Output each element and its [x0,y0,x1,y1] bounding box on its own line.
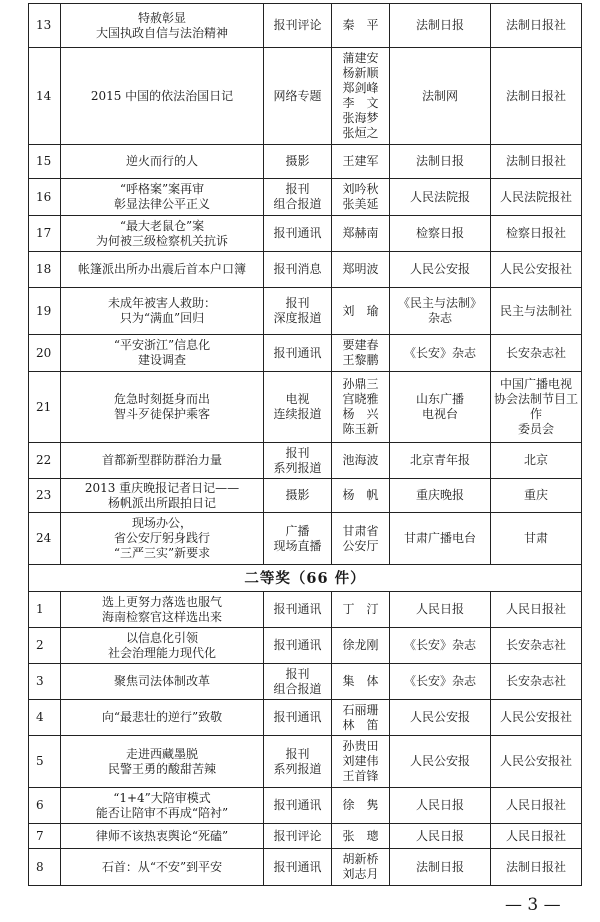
submitting-unit: 检察日报社 [491,216,582,252]
section-title: 二等奖（66 件） [29,565,582,592]
submitting-unit: 长安杂志社 [491,628,582,664]
entry-type: 电视 连续报道 [264,372,332,443]
submitting-unit: 长安杂志社 [491,664,582,700]
publication: 人民日报 [390,788,491,824]
table-row [29,664,582,700]
work-title: “1+4”大陪审模式 能否让陪审不再成“陪衬” [61,788,264,824]
entry-type: 报刊 组合报道 [264,179,332,216]
publication: 人民日报 [390,824,491,849]
entry-type: 报刊通讯 [264,216,332,252]
row-number: 6 [29,788,61,824]
row-number: 21 [29,372,61,443]
section-header-row [29,565,582,592]
table-row [29,372,582,443]
row-number: 7 [29,824,61,849]
row-number: 18 [29,252,61,288]
submitting-unit: 法制日报社 [491,849,582,886]
page-number: — 3 — [505,895,561,915]
table-row [29,788,582,824]
table-row [29,252,582,288]
row-number: 1 [29,592,61,628]
table-row [29,513,582,565]
row-number: 16 [29,179,61,216]
row-number: 2 [29,628,61,664]
submitting-unit: 人民公安报社 [491,736,582,788]
publication: 法制日报 [390,849,491,886]
entry-type: 报刊 系列报道 [264,736,332,788]
publication: 《民主与法制》 杂志 [390,288,491,335]
publication: 《长安》杂志 [390,628,491,664]
work-title: 危急时刻挺身而出 智斗歹徒保护乘客 [61,372,264,443]
row-number: 3 [29,664,61,700]
publication: 山东广播 电视台 [390,372,491,443]
author: 郑赫南 [332,216,390,252]
author: 王建军 [332,145,390,179]
work-title: 帐篷派出所办出震后首本户口簿 [61,252,264,288]
table-row [29,179,582,216]
table-row [29,145,582,179]
author: 张 璁 [332,824,390,849]
row-number: 14 [29,48,61,145]
publication: 甘肃广播电台 [390,513,491,565]
submitting-unit: 重庆 [491,479,582,513]
work-title: 石首：从“不安”到平安 [61,849,264,886]
row-number: 13 [29,4,61,48]
row-number: 20 [29,335,61,372]
table-row [29,479,582,513]
table-row [29,443,582,479]
author: 刘 瑜 [332,288,390,335]
work-title: 2015 中国的依法治国日记 [61,48,264,145]
work-title: 聚焦司法体制改革 [61,664,264,700]
publication: 人民公安报 [390,700,491,736]
entry-type: 报刊通讯 [264,849,332,886]
submitting-unit: 人民日报社 [491,592,582,628]
author: 秦 平 [332,4,390,48]
author: 石丽珊 林 笛 [332,700,390,736]
entry-type: 摄影 [264,479,332,513]
author: 要建春 王黎鹏 [332,335,390,372]
work-title: 特赦彰显 大国执政自信与法治精神 [61,4,264,48]
work-title: 未成年被害人救助： 只为“满血”回归 [61,288,264,335]
author: 丁 汀 [332,592,390,628]
entry-type: 报刊评论 [264,824,332,849]
work-title: 首都新型群防群治力量 [61,443,264,479]
work-title: “呼格案”案再审 彰显法律公平正义 [61,179,264,216]
table-row [29,335,582,372]
table-row [29,736,582,788]
work-title: 律师不该热衷舆论“死磕” [61,824,264,849]
work-title: “最大老鼠仓”案 为何被三级检察机关抗诉 [61,216,264,252]
author: 刘吟秋 张美延 [332,179,390,216]
publication: 法制日报 [390,4,491,48]
work-title: 现场办公， 省公安厅躬身践行 “三严三实”新要求 [61,513,264,565]
publication: 人民法院报 [390,179,491,216]
table-row [29,824,582,849]
entry-type: 报刊 组合报道 [264,664,332,700]
row-number: 19 [29,288,61,335]
table-row [29,4,582,48]
entry-type: 广播 现场直播 [264,513,332,565]
author: 甘肃省 公安厅 [332,513,390,565]
submitting-unit: 法制日报社 [491,4,582,48]
author: 徐龙刚 [332,628,390,664]
author: 蒲建安 杨新顺 郑剑峰 李 文 张海梦 张烜之 [332,48,390,145]
submitting-unit: 人民法院报社 [491,179,582,216]
entry-type: 报刊通讯 [264,335,332,372]
row-number: 22 [29,443,61,479]
submitting-unit: 长安杂志社 [491,335,582,372]
entry-type: 报刊通讯 [264,700,332,736]
author: 孙鼎三 宫晓雅 杨 兴 陈玉新 [332,372,390,443]
row-number: 8 [29,849,61,886]
table-row [29,216,582,252]
work-title: “平安浙江”信息化 建设调查 [61,335,264,372]
submitting-unit: 法制日报社 [491,145,582,179]
entry-type: 报刊通讯 [264,628,332,664]
entry-type: 报刊 深度报道 [264,288,332,335]
publication: 北京青年报 [390,443,491,479]
author: 杨 帆 [332,479,390,513]
submitting-unit: 民主与法制社 [491,288,582,335]
publication: 《长安》杂志 [390,335,491,372]
entry-type: 报刊通讯 [264,788,332,824]
submitting-unit: 人民公安报社 [491,252,582,288]
submitting-unit: 人民公安报社 [491,700,582,736]
publication: 重庆晚报 [390,479,491,513]
table-row [29,700,582,736]
work-title: 选上更努力落选也服气 海南检察官这样选出来 [61,592,264,628]
publication: 法制日报 [390,145,491,179]
row-number: 15 [29,145,61,179]
publication: 《长安》杂志 [390,664,491,700]
work-title: 逆火而行的人 [61,145,264,179]
row-number: 4 [29,700,61,736]
entry-type: 摄影 [264,145,332,179]
publication: 法制网 [390,48,491,145]
row-number: 5 [29,736,61,788]
author: 胡新桥 刘志月 [332,849,390,886]
table-row [29,288,582,335]
submitting-unit: 人民日报社 [491,788,582,824]
author: 郑明波 [332,252,390,288]
author: 池海波 [332,443,390,479]
table-row [29,628,582,664]
entry-type: 报刊通讯 [264,592,332,628]
entry-type: 报刊评论 [264,4,332,48]
table-row [29,849,582,886]
entry-type: 报刊 系列报道 [264,443,332,479]
work-title: 走进西藏墨脱 民警王勇的酸甜苦辣 [61,736,264,788]
submitting-unit: 人民日报社 [491,824,582,849]
work-title: 以信息化引领 社会治理能力现代化 [61,628,264,664]
work-title: 2013 重庆晚报记者日记—— 杨帆派出所跟拍日记 [61,479,264,513]
row-number: 17 [29,216,61,252]
author: 集 体 [332,664,390,700]
entry-type: 报刊消息 [264,252,332,288]
author: 徐 隽 [332,788,390,824]
publication: 人民公安报 [390,252,491,288]
table-row [29,48,582,145]
publication: 人民日报 [390,592,491,628]
entry-type: 网络专题 [264,48,332,145]
submitting-unit: 法制日报社 [491,48,582,145]
row-number: 24 [29,513,61,565]
awards-table [28,3,582,886]
submitting-unit: 甘肃 [491,513,582,565]
submitting-unit: 中国广播电视 协会法制节目工作 委员会 [491,372,582,443]
row-number: 23 [29,479,61,513]
work-title: 向“最悲壮的逆行”致敬 [61,700,264,736]
table-row [29,592,582,628]
submitting-unit: 北京 [491,443,582,479]
publication: 人民公安报 [390,736,491,788]
publication: 检察日报 [390,216,491,252]
author: 孙贵田 刘建伟 王首锋 [332,736,390,788]
